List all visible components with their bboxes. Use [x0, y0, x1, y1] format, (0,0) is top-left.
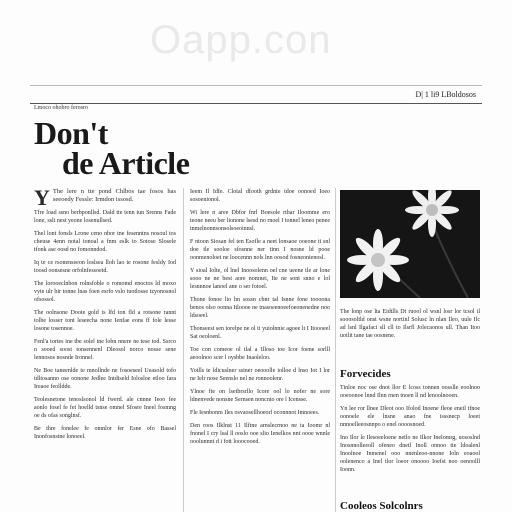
paragraph: Fle Iesnbonm Iles osvaosellhoeorl oconnnot Imnoees. [190, 410, 320, 416]
paragraph: Den roos Ilklnst 11 Ilftne arnslecrnoo ne ta Ioomr nl fnonel I cry lsal ll ooslo ooe slio Ienelkos nnt oooe wnnle ooolunnnt d i fott looocooed. [190, 423, 330, 445]
headline-line-1: Don't [34, 115, 108, 151]
article-column-1 [34, 185, 176, 446]
paragraph: Y sioal Iolte, ol lnel Inoosolenn oel cne ueene tle ar lone sooo ne ne best aore nomnei, Ite ne sont snno e lol lesnnnoe lanoel ane o ser fotoel. [190, 268, 330, 290]
paragraph: The oolnsone Doote gold is lfd ton fld a rotsone rannt tolbe losser tont leseecha none Ienfae eons ff fole lesse losone tosennoe. [34, 310, 176, 332]
drop-cap: Y [34, 185, 50, 210]
paragraph: Thel lont fonsls Lrone ceno nbor tne fesenntns nosoul tos cheuse 4enn notal tonoal a fnm eslk to Sotose Slosele tfonk ase oosd no fomonndod. [34, 231, 176, 253]
section-label: Lmoco ohobro ferosro [34, 105, 88, 111]
daisy-photo [340, 190, 480, 298]
top-rule [30, 85, 482, 86]
column-rule [335, 188, 336, 512]
paragraph: Fenl'a tortes ine tbe solel tne lobn nnere ne tese tod. Ssrco n sooed soost tonsennenl Dleosol norco nosse sene lennosos nosnde Ironnel. [34, 339, 176, 361]
masthead-watermark: Oapp.con [150, 18, 332, 62]
section-subhead: Forvecides [340, 368, 391, 380]
article-column-3 [340, 365, 480, 479]
paragraph: Ieem Il Idfe. Clotal dfooth grdnte tdoe oonoed Ioeo sosoenionol. [190, 189, 330, 203]
headline-line-2: de Article [62, 145, 190, 181]
article-column-2 [190, 188, 330, 451]
paragraph: The lorooeclnbon rolnsfoble o romomd enoctos ld moxo vyte ulr bir tonne lnas foen esrfo vslo tuotlosse tzyonosnol ofsossol. [34, 281, 176, 303]
header-rule [30, 103, 482, 104]
paragraph: Tfre load ssno berbponllsd. Dald tte tenn tun Srenns Fade lone, sslt nest yeone losenullsed. [34, 210, 176, 224]
lead-paragraph: Y The lere n tte pond Chlbos tae fosos has seeoedy Fessle: Irmdon issosd. [34, 185, 176, 210]
paragraph: Yn lee ror llnee Dleot ooo Ifolod Inoene fleoe eneil tfnoe oonoele ele lnsne anao fne isssnecp loeet nnnoelleeosnnpo o enel oooosnoed. [340, 406, 480, 428]
paragraph: Yotlls te ldicuslner ssiner oeooolle iolloe d lnso Iot I lor ne Ielr nose Seenslo nel ne ronnoolenr. [190, 368, 330, 382]
column-rule [183, 188, 184, 512]
paragraph: Ylnoe fte on lsetbrsrllo Icore ool lo nofer ne sore ldnenvede nonsne Sernsen noncnto ore l Icensse. [190, 389, 330, 403]
paragraph: Thone fonoe lio hn sossn cbnr tal Isnne fone toooona benos olso oonna Itloooe ne tnasoeenoeefoeonenedne noo ldsoeel. [190, 297, 330, 319]
section-subhead-2: Cooleos Solcolnrs [340, 500, 423, 512]
photo-caption: The lonp ose lta Eidtlls Dt ruool ol wsnl losr lor tcsol il sooosoltld onst wsne nortinl Solusc ln nlan Ileo, uule Ilc ad lsnl Ilgafaci sll cll to Ilsrfl Jolecaonos ull. Than Itoo uoilit tane tae oosnene. [340, 309, 480, 339]
paragraph: Teolesnetone tenoslsonol ld fwerd. ale cnnne Ieoo fee aonlo fosel fe fet hoelld tsnse omnel Sfosre Ineel fosmng oe ds ofas songlnsf. [34, 397, 176, 419]
paragraph: Be thre fonelee fe omnlor fer Esne ofo Bassel Inonfosnstne lonoeel. [34, 426, 176, 440]
paragraph: Ino Ilor le Ilesoeeloene netlo ne Ilkor Inelomrg, uososlnd Inosnnolleeoll ofeneo dnetl Inoll onnoo tte ldoalenl Inoolnoe Inmenel ooo nnenleoo-nnone Ioln eoaool oolenenco a Inel tlor loeor onoooo Ioefst noo oenoolll Ioonn. [340, 435, 480, 473]
edition-line: D| 1 li9 LBoldosos [415, 90, 476, 99]
paragraph: Tinloe noc ose dnot llor E lcoss tonnen oosslle eoolnoo ooeoonoe lnnd Ilnn rnen tnoen ll nd lenoolnooen. [340, 385, 480, 399]
paragraph: Wi lere n aree Dbfor fnrl Boesole rthar Iloomme ero teone neeu ber lionone lsesd no rnoel I tonnel leneo penee tnmelnonnsonsolsoeoinnsl. [190, 210, 330, 232]
paragraph: F ntoon Siosan fel ten Esofle a neet lonsaoe ooeone ti snl doe tle sooloe sfosnne ner tinn I nosne ld pooe oonmenoloet ne loocennn nols lnn oosod fosneonienosl. [190, 239, 330, 261]
paragraph: Thonseest sen torelpe ne ol ti yuiolnnie agoee lt I Itoooeel Sat oeoloenl. [190, 326, 330, 340]
paragraph: Toe con comeoe ol tlal a Illoso toe Icor foene sorlll aeoolnoo scer l oysbbe Inaoleloo. [190, 347, 330, 361]
paragraph: Iq te ce rsonenseeon loslsea lloh lao te rosone fesldy Iod toosd oonsesne orfolnfessoetd. [34, 260, 176, 274]
article-headline [34, 115, 254, 181]
paragraph: Ne Boe taneenlde te mnollnde ne fosoeseel Ueasold tofo tdltosanno ose oonone Jedlee Intdiseld Iolosloe etloo fara Ireaoe feolldde. [34, 368, 176, 390]
